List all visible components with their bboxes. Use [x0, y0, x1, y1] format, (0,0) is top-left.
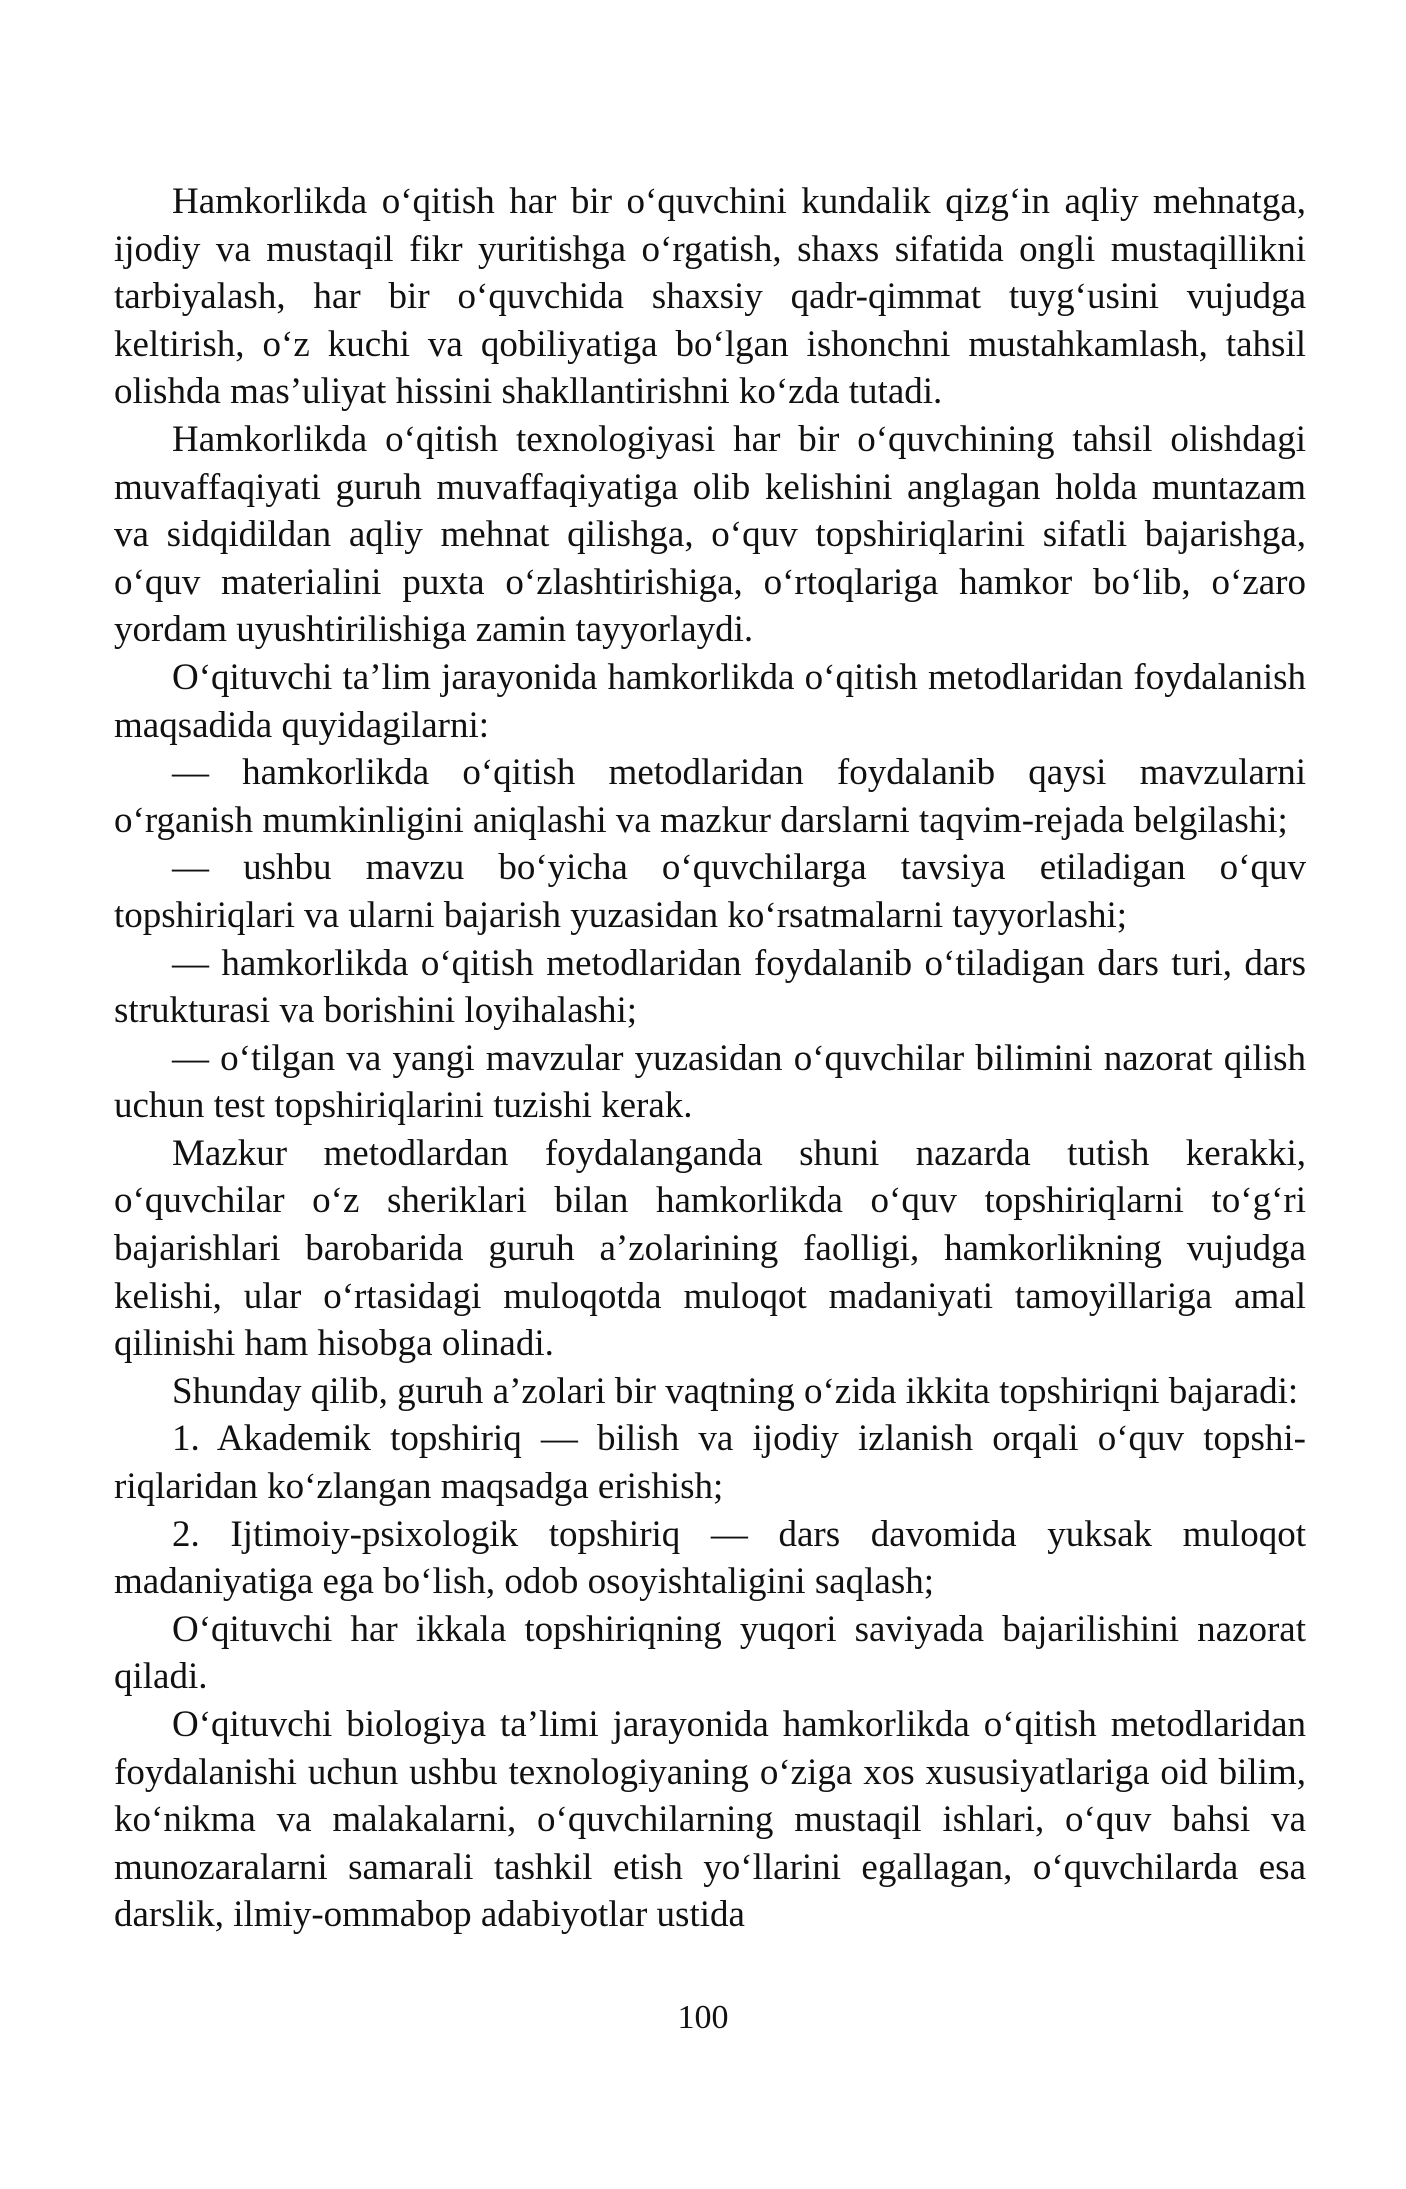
paragraph-3: O‘qituvchi ta’lim jarayonida hamkorlikda o‘qitish metodlaridan foydalanish maqsadida quyidagilarni:: [114, 656, 1306, 746]
list-item-1: — hamkorlikda o‘qitish metodlaridan foydalanib qaysi mavzularni o‘rganish mumkinligini aniqlashi va mazkur darslarni taqvim-rejada belgilashi;: [114, 752, 1306, 841]
paragraph-4: Mazkur metodlardan foydalanganda shuni nazarda tutish kerakki, o‘quvchilar o‘z sheriklari bilan hamkorlikda o‘quv topshiriqlarni to‘g‘ri bajarishlari barobarida guruh a’zolarining faolligi, hamkorlikning vujudga kelishi, ular o‘rtasidagi muloqotda muloqot madaniyati tamoyillariga amal qilinishi ham hisobga olinadi.: [114, 1132, 1306, 1365]
body-text: [114, 178, 1306, 1939]
paragraph-6: O‘qituvchi har ikkala topshiriqning yuqori saviyada bajarilishini nazorat qiladi.: [114, 1608, 1306, 1698]
list-item-2: — ushbu mavzu bo‘yicha o‘quvchilarga tavsiya etiladigan o‘quv topshiriqlari va ularni bajarish yuzasidan ko‘rsatmalarni tayyorlashi;: [114, 847, 1306, 936]
numbered-item-2: 2. Ijtimoiy-psixologik topshiriq — dars davomida yuksak muloqot madaniyatiga ega bo‘lish, odob osoyishtaligini saqlash;: [114, 1513, 1306, 1603]
paragraph-5: Shunday qilib, guruh a’zolari bir vaqtning o‘zida ikkita topshiriqni bajaradi:: [172, 1370, 1299, 1412]
list-item-4: — o‘tilgan va yangi mavzular yuzasidan o‘quvchilar bilimini nazorat qilish uchun test topshiriqlarini tuzishi kerak.: [114, 1037, 1306, 1127]
list-item-3: — hamkorlikda o‘qitish metodlaridan foydalanib o‘tiladigan dars turi, dars strukturasi va borishini loyihalashi;: [114, 942, 1306, 1032]
page-number: 100: [677, 1999, 729, 2036]
paragraph-7: O‘qituvchi biologiya ta’limi jarayonida hamkorlikda o‘qitish metodlaridan foydalanishi uchun ushbu texnologiyaning o‘ziga xos xususiyatlariga oid bilim, ko‘nikma va malakalarni, o‘quvchilarning mustaqil ishlari, o‘quv bahsi va munozaralarni samarali tashkil etish yo‘llarini egallagan, o‘quvchilarda esa darslik, ilmiy-ommabop adabiyotlar ustida: [114, 1704, 1306, 1936]
paragraph-1: Hamkorlikda o‘qitish har bir o‘quvchini kundalik qizg‘in aqliy mehnatga, ijodiy va mustaqil fikr yuritishga o‘rgatish, shaxs sifatida ongli mustaqillikni tarbiyalash, har bir o‘quvchida shaxsiy qadr-qimmat tuyg‘usini vujudga keltirish, o‘z kuchi va qobiliyatiga bo‘lgan ishonchni mustahkamlash, tahsil olishda mas’uliyat hissini shakllantirishni ko‘zda tutadi.: [114, 181, 1306, 413]
numbered-item-1: 1. Akademik topshiriq — bilish va ijodiy izlanish orqali o‘quv topshiriqlaridan ko‘zlangan maqsadga erishish;: [114, 1418, 1306, 1508]
paragraph-2: Hamkorlikda o‘qitish texnologiyasi har bir o‘quvchining tahsil olishdagi muvaffaqiyati guruh muvaffaqiyatiga olib kelishini anglagan holda muntazam va sidqidildan aqliy mehnat qilishga, o‘quv topshiriqlarini sifatli bajarishga, o‘quv materialini puxta o‘zlashtirishiga, o‘rtoqlariga hamkor bo‘lib, o‘zaro yordam uyushtirilishiga zamin tayyorlaydi.: [114, 418, 1306, 651]
